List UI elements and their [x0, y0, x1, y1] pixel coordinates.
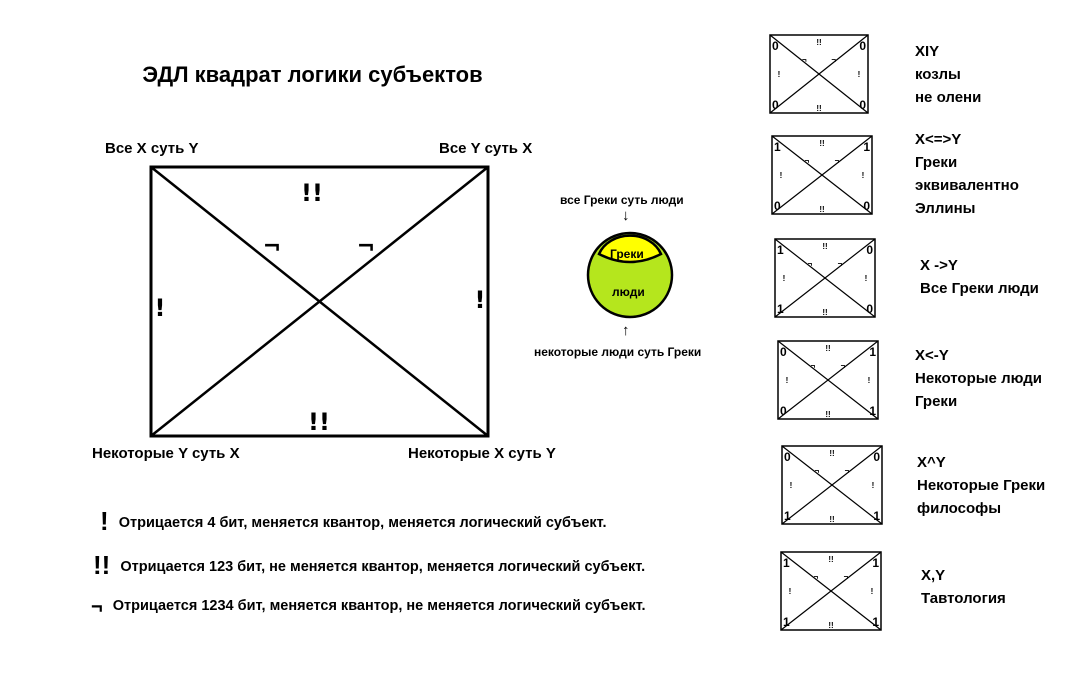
small-square-6-corner-top-left: 1	[783, 556, 790, 570]
small-square-6-mark-right: !	[870, 587, 874, 596]
small-square-6-corner-bottom-left: 1	[783, 615, 790, 629]
small-square-2-label	[915, 128, 1019, 220]
mark-left: !	[154, 294, 166, 322]
small-square-2-mark-top: !!	[819, 139, 825, 148]
small-square-1-mark-neg-right: ¬	[831, 55, 837, 65]
corner-label-bottom-left: Некоторые Y суть X	[92, 445, 240, 462]
corner-label-top-right: Все Y суть X	[439, 140, 533, 157]
arrow-down-icon: ↓	[622, 207, 630, 224]
small-square-5-mark-right: !	[871, 481, 875, 490]
small-square-2-label-line-4: Эллины	[915, 200, 976, 217]
small-square-1-corner-top-left: 0	[772, 39, 779, 53]
small-square-4-mark-top: !!	[825, 344, 831, 353]
small-square-2-mark-neg-left: ¬	[804, 156, 810, 166]
legend-text-2: Отрицается 123 бит, не меняется квантор, меняется логический субъект.	[120, 559, 646, 576]
small-square-3-label-line-2: Все Греки люди	[920, 280, 1039, 297]
small-square-1-mark-left: !	[777, 70, 781, 79]
circle-bottom-caption: некоторые люди суть Греки	[534, 345, 702, 359]
small-square-2-label-line-1: X<=>Y	[915, 131, 962, 148]
small-square-1-mark-top: !!	[816, 38, 822, 47]
small-square-5-label	[917, 451, 1045, 520]
legend-symbol-1: !	[100, 506, 109, 536]
small-square-5-mark-bottom: !!	[829, 515, 835, 524]
small-square-1-mark-neg-left: ¬	[801, 55, 807, 65]
small-square-2-mark-bottom: !!	[819, 205, 825, 214]
small-square-4-corner-top-left: 0	[780, 345, 787, 359]
small-square-1-label-line-2: козлы	[915, 66, 961, 83]
small-square-2-corner-top-right: 1	[863, 140, 870, 154]
circle-top-caption: все Греки суть люди	[560, 193, 684, 207]
small-square-4-label-line-3: Греки	[915, 393, 958, 410]
mark-top: !!	[301, 179, 323, 207]
small-square-1-label-line-3: не олени	[915, 89, 982, 106]
small-square-1-corner-bottom-right: 0	[859, 98, 866, 112]
small-square-6-mark-neg-right: ¬	[843, 572, 849, 582]
small-square-4-corner-bottom-left: 0	[780, 404, 787, 418]
small-square-2-label-line-3: эквивалентно	[915, 177, 1019, 194]
small-square-2-mark-right: !	[861, 171, 865, 180]
corner-label-bottom-right: Некоторые X суть Y	[408, 445, 556, 462]
small-square-5-corner-top-right: 0	[873, 450, 880, 464]
small-square-2-mark-neg-right: ¬	[834, 156, 840, 166]
small-square-5-corner-bottom-left: 1	[784, 509, 791, 523]
small-square-1-label	[915, 40, 981, 109]
small-square-5-label-line-3: философы	[917, 500, 1002, 517]
small-square-2-mark-left: !	[779, 171, 783, 180]
small-square-1-corner-bottom-left: 0	[772, 98, 779, 112]
small-square-6-mark-top: !!	[828, 555, 834, 564]
small-square-3-mark-left: !	[782, 274, 786, 283]
small-square-3-corner-bottom-right: 0	[866, 302, 873, 316]
small-square-4-mark-neg-left: ¬	[810, 361, 816, 371]
small-square-4-corner-bottom-right: 1	[869, 404, 876, 418]
legend-text-3: Отрицается 1234 бит, меняется квантор, не меняется логический субъект.	[112, 598, 646, 615]
small-square-1-label-line-1: XIY	[915, 43, 940, 60]
small-square-4-label-line-2: Некоторые люди	[915, 370, 1042, 387]
small-square-4-mark-neg-right: ¬	[840, 361, 846, 371]
small-square-4-mark-left: !	[785, 376, 789, 385]
legend-symbol-2: !!	[93, 550, 111, 580]
small-square-3-mark-bottom: !!	[822, 308, 828, 317]
small-square-3-mark-neg-left: ¬	[807, 259, 813, 269]
small-square-3-mark-neg-right: ¬	[837, 259, 843, 269]
small-square-5-mark-left: !	[789, 481, 793, 490]
small-square-6-mark-left: !	[788, 587, 792, 596]
small-square-4-label-line-1: X<-Y	[915, 347, 949, 364]
small-square-6-corner-bottom-right: 1	[872, 615, 879, 629]
small-square-6-label-line-1: X,Y	[921, 567, 946, 584]
small-square-3-mark-top: !!	[822, 242, 828, 251]
small-square-5-mark-top: !!	[829, 449, 835, 458]
small-square-1-mark-bottom: !!	[816, 104, 822, 113]
mark-right: !	[474, 286, 486, 314]
small-square-5-corner-top-left: 0	[784, 450, 791, 464]
small-square-6-corner-top-right: 1	[872, 556, 879, 570]
small-square-5-corner-bottom-right: 1	[873, 509, 880, 523]
small-square-2-corner-top-left: 1	[774, 140, 781, 154]
legend-text-1: Отрицается 4 бит, меняется квантор, меняется логический субъект.	[118, 515, 607, 532]
small-square-6-label-line-2: Тавтология	[921, 590, 1006, 607]
small-square-1-corner-top-right: 0	[859, 39, 866, 53]
small-square-6-label	[921, 564, 1006, 610]
small-square-4-label	[915, 344, 1042, 413]
small-square-4-corner-top-right: 1	[869, 345, 876, 359]
circle-inner-bottom-label: люди	[612, 285, 645, 299]
mark-neg-right: ¬	[356, 235, 376, 260]
small-square-3-label-line-1: X ->Y	[920, 257, 958, 274]
small-square-3-corner-top-left: 1	[777, 243, 784, 257]
small-square-5-mark-neg-left: ¬	[814, 466, 820, 476]
small-square-4-mark-right: !	[867, 376, 871, 385]
small-square-3-corner-bottom-left: 1	[777, 302, 784, 316]
small-square-2-label-line-2: Греки	[915, 154, 958, 171]
arrow-up-icon: ↑	[622, 322, 630, 339]
corner-label-top-left: Все X суть Y	[105, 140, 199, 157]
page-title: ЭДЛ квадрат логики субъектов	[142, 62, 483, 87]
legend-symbol-3: ¬	[91, 596, 103, 618]
small-square-3-corner-top-right: 0	[866, 243, 873, 257]
mark-neg-left: ¬	[262, 235, 282, 260]
small-square-2-corner-bottom-left: 0	[774, 199, 781, 213]
mark-bottom: !!	[308, 408, 330, 436]
small-square-3-label	[920, 254, 1039, 300]
small-square-5-label-line-2: Некоторые Греки	[917, 477, 1046, 494]
small-square-6-mark-bottom: !!	[828, 621, 834, 630]
small-square-3-mark-right: !	[864, 274, 868, 283]
circle-inner-top-label: Греки	[610, 247, 644, 261]
small-square-5-mark-neg-right: ¬	[844, 466, 850, 476]
small-square-2-corner-bottom-right: 0	[863, 199, 870, 213]
small-square-1-mark-right: !	[857, 70, 861, 79]
small-square-6-mark-neg-left: ¬	[813, 572, 819, 582]
small-square-5-label-line-1: X^Y	[917, 454, 946, 471]
small-square-4-mark-bottom: !!	[825, 410, 831, 419]
